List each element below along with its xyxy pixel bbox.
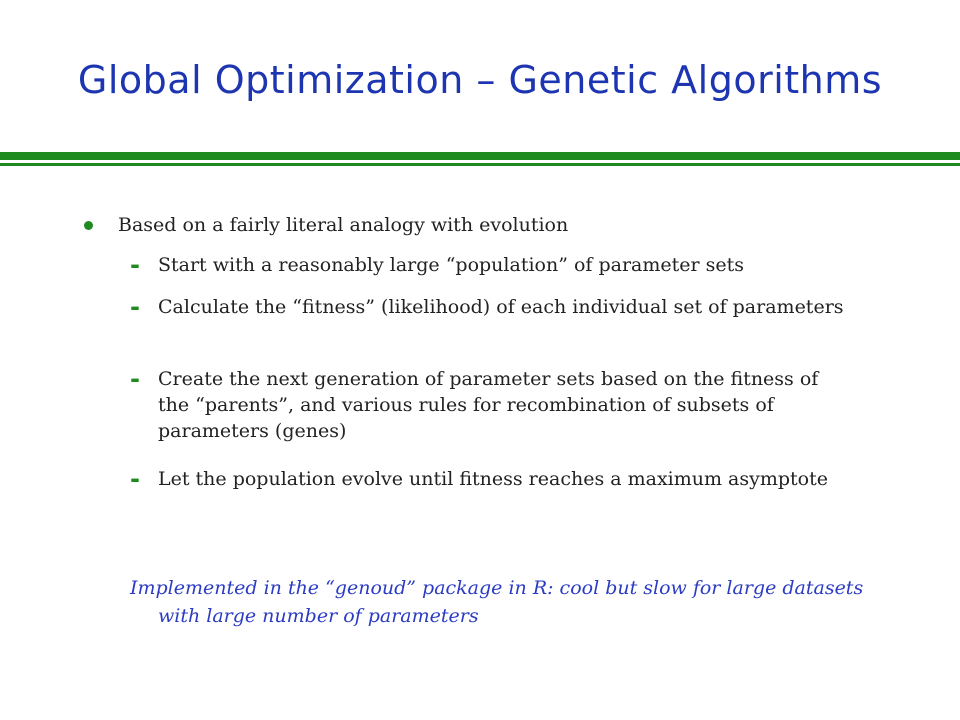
sub-bullet-text: Create the next generation of parameter sets based on the fitness of the “parents”, and various rules for recombination of subsets of parameters (genes) bbox=[158, 368, 819, 442]
sub-bullet-text: Let the population evolve until fitness reaches a maximum asymptote bbox=[158, 468, 828, 490]
dash-icon: - bbox=[130, 365, 140, 393]
sub-bullet-text: Calculate the “fitness” (likelihood) of each individual set of parameters bbox=[158, 296, 844, 318]
dash-icon: - bbox=[130, 293, 140, 321]
main-bullet-text: Based on a fairly literal analogy with evolution bbox=[118, 214, 569, 236]
bullet-dot-icon bbox=[84, 221, 93, 230]
slide-title: Global Optimization – Genetic Algorithms bbox=[77, 58, 883, 102]
dash-icon: - bbox=[130, 465, 140, 493]
title-divider-thin bbox=[0, 163, 960, 166]
title-divider-thick bbox=[0, 152, 960, 160]
implementation-note: Implemented in the “genoud” package in R: cool but slow for large datasets with large number of parameters bbox=[130, 577, 864, 627]
dash-icon: - bbox=[130, 251, 140, 279]
sub-bullet-text: Start with a reasonably large “population” of parameter sets bbox=[158, 254, 745, 276]
